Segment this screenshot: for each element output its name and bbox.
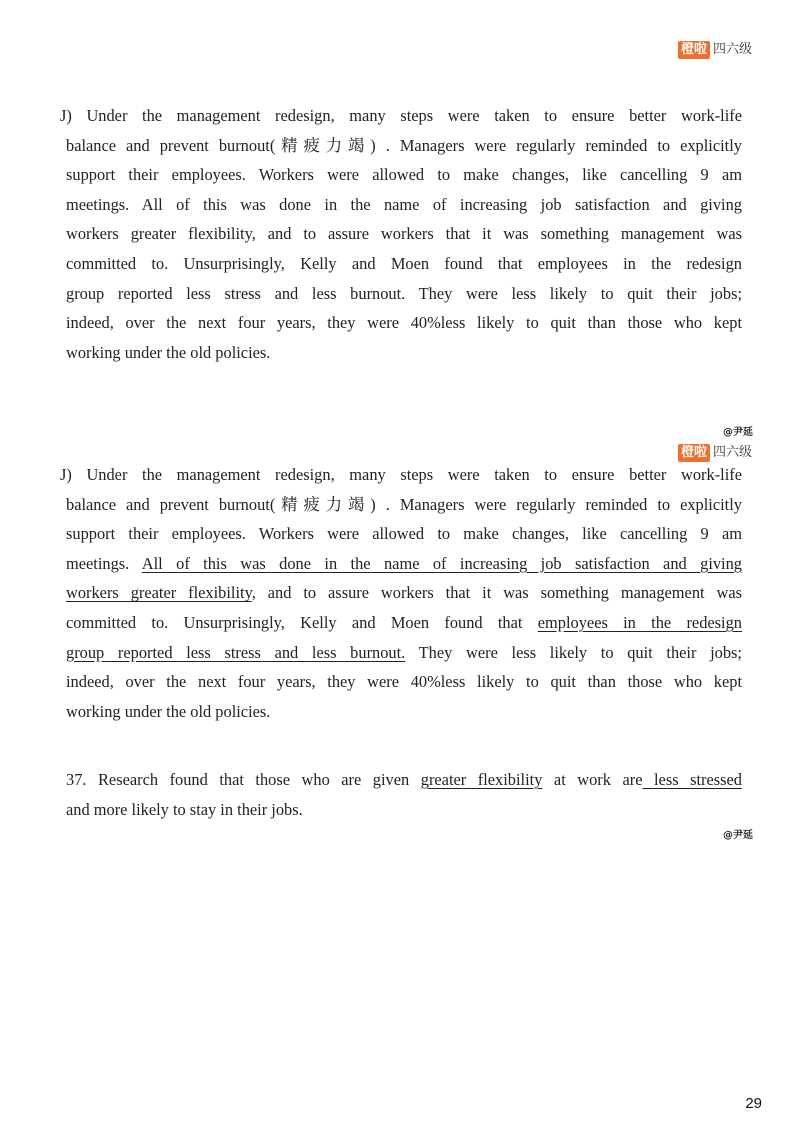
question-line bbox=[60, 795, 742, 825]
passage-annotated bbox=[60, 460, 742, 726]
text-segment: and more likely to stay in their jobs. bbox=[66, 799, 303, 819]
page-number: 29 bbox=[745, 1095, 762, 1112]
underlined-phrase: workers greater flexibility bbox=[66, 583, 252, 603]
text-segment: at work are bbox=[542, 770, 643, 789]
text-segment: 37. Research found that those who are given bbox=[66, 770, 421, 789]
underlined-phrase: All of this was done in the name of increasing job satisfaction and giving bbox=[141, 553, 743, 573]
passage-line: working under the old policies. bbox=[66, 342, 271, 362]
passage-line bbox=[60, 608, 742, 638]
passage-line: meetings. All of this was done in the name of increasing job satisfaction and giving bbox=[66, 194, 742, 214]
watermark: @尹延 bbox=[723, 427, 753, 438]
passage-line bbox=[60, 549, 742, 579]
underlined-phrase: greater flexibility bbox=[420, 770, 543, 789]
text-segment: meetings. bbox=[66, 553, 142, 573]
text-segment: working under the old policies. bbox=[66, 701, 271, 721]
question-37 bbox=[60, 765, 742, 824]
passage-line bbox=[60, 697, 742, 727]
passage-line: workers greater flexibility, and to assure workers that it was something management was bbox=[66, 224, 742, 244]
passage-line: balance and prevent burnout(精疲力竭) . Managers were regularly reminded to explicitly bbox=[66, 135, 742, 155]
text-segment: They were less likely to quit their jobs; bbox=[405, 642, 742, 662]
text-segment: balance and prevent burnout(精疲力竭) . Managers were regularly reminded to explicitly bbox=[66, 494, 742, 514]
passage-line bbox=[60, 460, 742, 490]
passage-line: indeed, over the next four years, they were 40%less likely to quit than those who kept bbox=[66, 313, 742, 333]
text-segment: committed to. Unsurprisingly, Kelly and Moen found that bbox=[66, 612, 538, 632]
underlined-phrase: less stressed bbox=[642, 770, 742, 789]
brand-text: 四六级 bbox=[712, 42, 752, 57]
question-line bbox=[60, 765, 742, 795]
underlined-phrase: employees in the redesign bbox=[537, 612, 742, 632]
text-segment: support their employees. Workers were allowed to make changes, like cancelling 9 am bbox=[66, 524, 742, 544]
passage-line: group reported less stress and less burnout. They were less likely to quit their jobs; bbox=[66, 283, 742, 303]
brand-logo bbox=[678, 41, 752, 59]
text-segment: , and to assure workers that it was something management was bbox=[251, 583, 742, 603]
passage-line: committed to. Unsurprisingly, Kelly and Moen found that employees in the redesign bbox=[66, 253, 742, 273]
passage-line bbox=[60, 490, 742, 520]
brand-mark: 橙啦 bbox=[678, 444, 710, 462]
brand-mark: 橙啦 bbox=[678, 41, 710, 59]
passage-line: J) Under the management redesign, many steps were taken to ensure better work-life bbox=[60, 106, 742, 125]
brand-text: 四六级 bbox=[712, 445, 752, 460]
passage-line bbox=[60, 638, 742, 668]
passage-line bbox=[60, 578, 742, 608]
passage-line bbox=[60, 519, 742, 549]
passage-line bbox=[60, 667, 742, 697]
text-segment: J) Under the management redesign, many steps were taken to ensure better work-life bbox=[60, 465, 742, 484]
text-segment: indeed, over the next four years, they were 40%less likely to quit than those who kept bbox=[66, 672, 742, 692]
underlined-phrase: group reported less stress and less burnout. bbox=[66, 642, 406, 662]
watermark: @尹延 bbox=[723, 830, 753, 841]
passage-plain bbox=[60, 101, 742, 367]
passage-line: support their employees. Workers were allowed to make changes, like cancelling 9 am bbox=[66, 165, 742, 185]
